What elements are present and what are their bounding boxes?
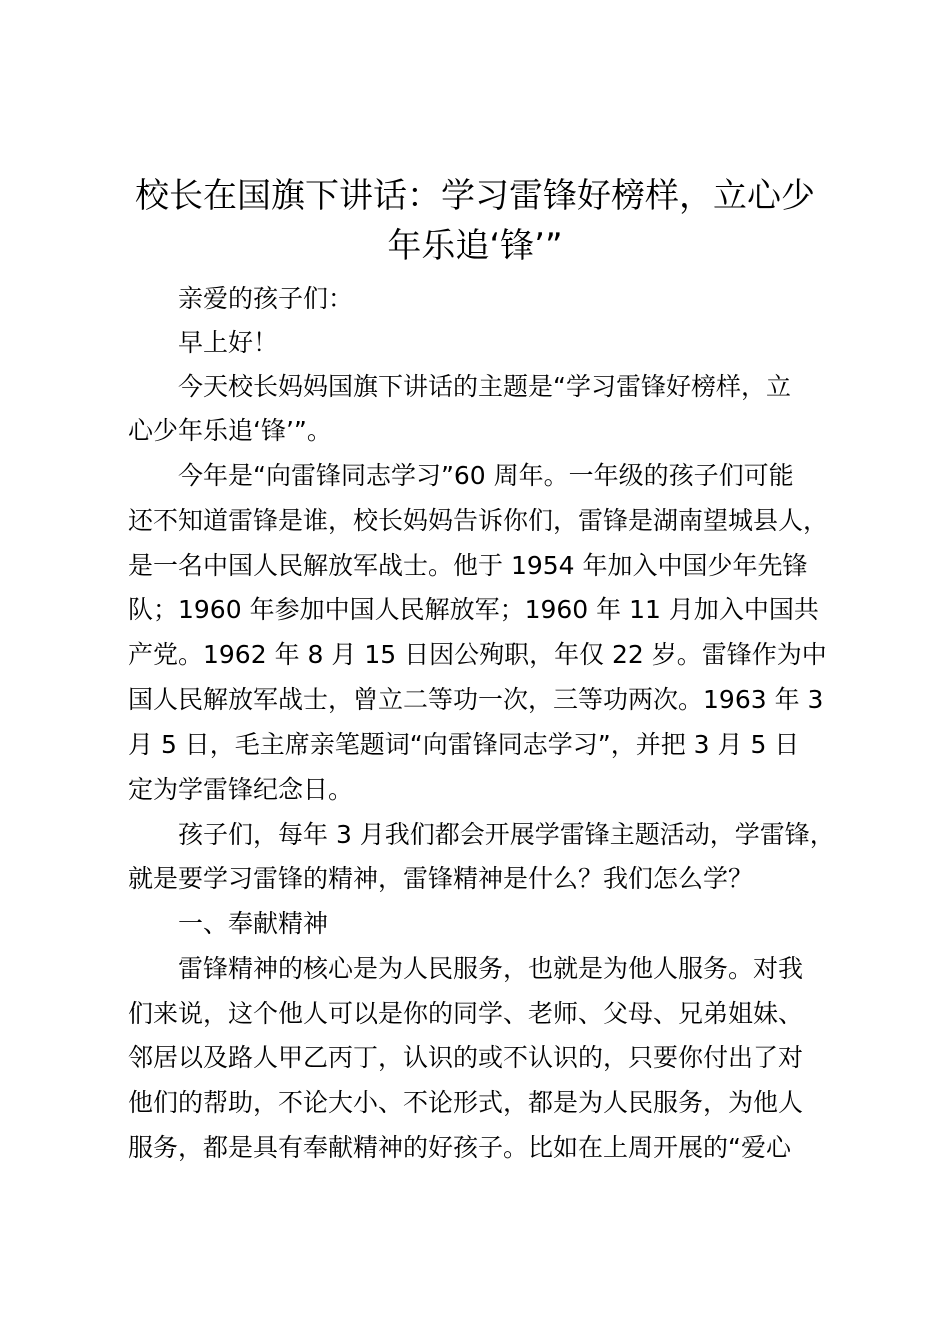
paragraph-line: 国人民解放军战士，曾立二等功一次，三等功两次。1963 年 3 [128,685,824,714]
paragraph-line: 们来说，这个他人可以是你的同学、老师、父母、兄弟姐妹、 [128,999,804,1028]
paragraph-line: 今年是“向雷锋同志学习”60 周年。一年级的孩子们可能 [178,461,794,490]
title-line-1: 校长在国旗下讲话：学习雷锋好榜样，立心少 [135,176,815,216]
paragraph-line: 还不知道雷锋是谁，校长妈妈告诉你们，雷锋是湖南望城县人， [128,506,829,535]
title-line-2: 年乐追‘锋’” [387,226,563,266]
greeting-line: 早上好！ [178,328,279,357]
paragraph-line: 邻居以及路人甲乙丙丁，认识的或不认识的，只要你付出了对 [128,1043,804,1072]
paragraph-line: 月 5 日，毛主席亲笔题词“向雷锋同志学习”，并把 3 月 5 日 [128,730,800,759]
paragraph-line: 雷锋精神的核心是为人民服务，也就是为他人服务。对我 [178,954,804,983]
greeting-line: 亲爱的孩子们： [178,284,354,313]
paragraph-line: 心少年乐追‘锋’”。 [128,416,332,445]
paragraph-line: 产党。1962 年 8 月 15 日因公殉职，年仅 22 岁。雷锋作为中 [128,640,827,669]
paragraph-line: 是一名中国人民解放军战士。他于 1954 年加入中国少年先锋 [128,551,808,580]
paragraph-line: 队；1960 年参加中国人民解放军；1960 年 11 月加入中国共 [128,595,819,624]
paragraph-line: 他们的帮助，不论大小、不论形式，都是为人民服务，为他人 [128,1088,804,1117]
paragraph-line: 定为学雷锋纪念日。 [128,775,354,804]
paragraph-line: 今天校长妈妈国旗下讲话的主题是“学习雷锋好榜样，立 [178,372,791,401]
paragraph-line: 服务，都是具有奉献精神的好孩子。比如在上周开展的“爱心 [128,1133,791,1162]
paragraph-line: 孩子们，每年 3 月我们都会开展学雷锋主题活动，学雷锋， [178,820,835,849]
section-heading: 一、奉献精神 [178,909,329,938]
paragraph-line: 就是要学习雷锋的精神，雷锋精神是什么？我们怎么学？ [128,864,754,893]
